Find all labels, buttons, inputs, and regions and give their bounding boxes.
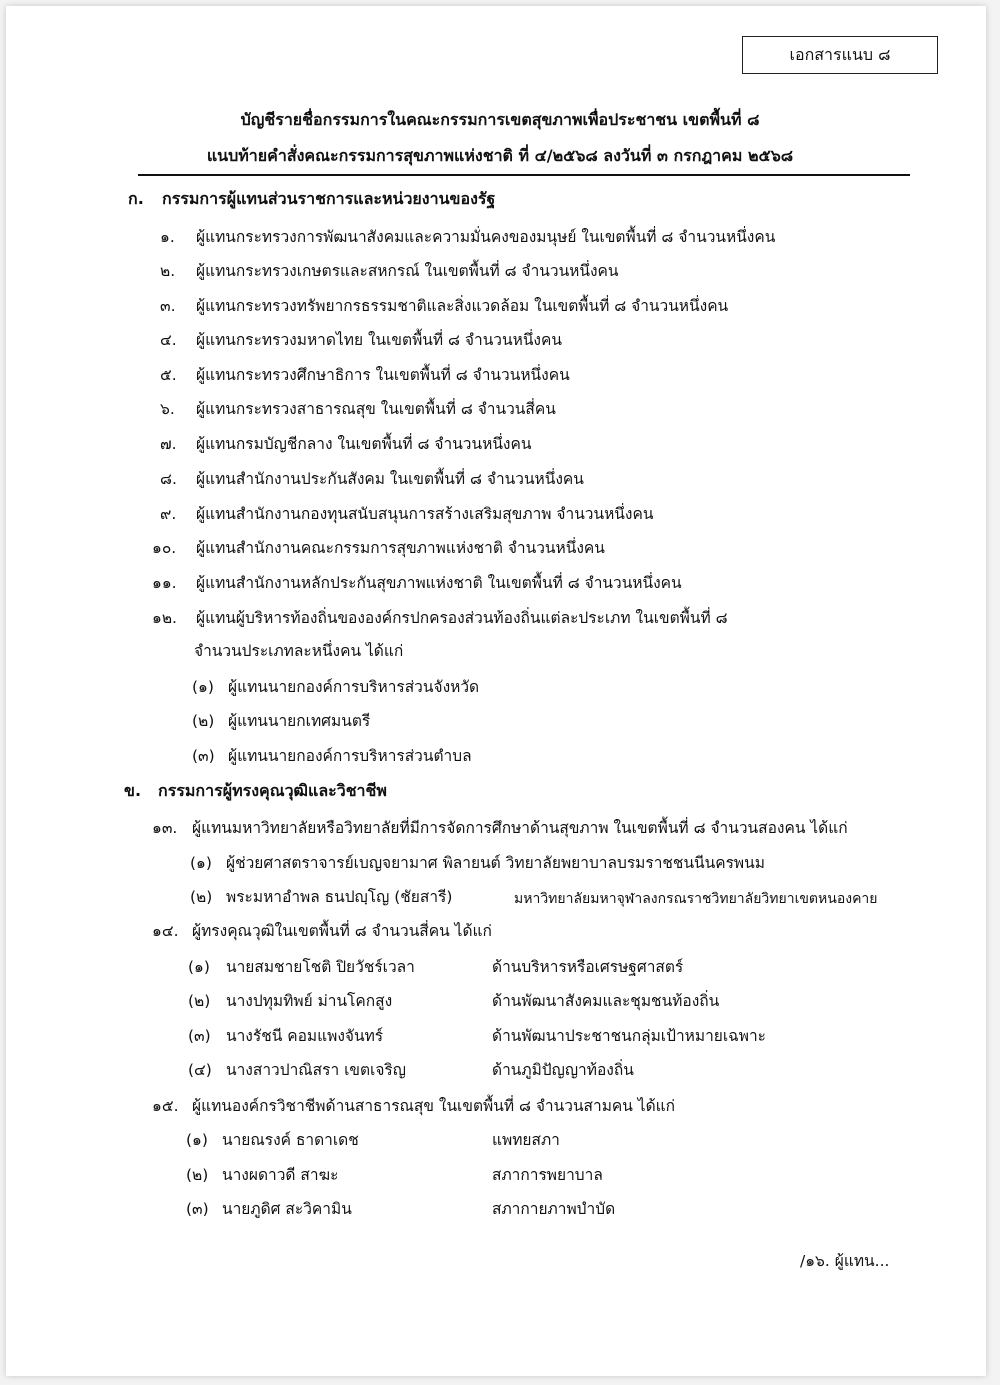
section-a-label: ก. (128, 189, 144, 208)
list-item-number: ๑๔. (152, 922, 179, 940)
list-item-number: ๑๕. (152, 1097, 179, 1115)
list-item-number: ๔. (160, 331, 177, 349)
list-item: ผู้แทนกระทรวงทรัพยากรธรรมชาติและสิ่งแวดล้อม ในเขตพื้นที่ ๘ จำนวนหนึ่งคน (196, 297, 729, 315)
sub-item-number: (๓) (188, 1027, 211, 1045)
list-item: ผู้แทนสำนักงานคณะกรรมการสุขภาพแห่งชาติ จำนวนหนึ่งคน (196, 539, 605, 557)
list-item-continuation: จำนวนประเภทละหนึ่งคน ได้แก่ (194, 642, 404, 660)
list-item: ผู้ทรงคุณวุฒิในเขตพื้นที่ ๘ จำนวนสี่คน ได้แก่ (192, 922, 492, 940)
list-item: ผู้แทนสำนักงานหลักประกันสุขภาพแห่งชาติ ในเขตพื้นที่ ๘ จำนวนหนึ่งคน (196, 574, 682, 592)
section-a-heading: กรรมการผู้แทนส่วนราชการและหน่วยงานของรัฐ (162, 189, 496, 208)
sub-item-number: (๒) (188, 992, 211, 1010)
list-item: ผู้แทนกระทรวงการพัฒนาสังคมและความมั่นคงของมนุษย์ ในเขตพื้นที่ ๘ จำนวนหนึ่งคน (196, 228, 776, 246)
list-item-number: ๕. (160, 366, 177, 384)
list-item-number: ๘. (160, 470, 177, 488)
member-expertise: ด้านบริหารหรือเศรษฐศาสตร์ (492, 958, 684, 976)
document-title: บัญชีรายชื่อกรรมการในคณะกรรมการเขตสุขภาพเพื่อประชาชน เขตพื้นที่ ๘ (240, 110, 760, 129)
list-item: ผู้แทนสำนักงานประกันสังคม ในเขตพื้นที่ ๘ จำนวนหนึ่งคน (196, 470, 584, 488)
member-name: นายณรงค์ ธาดาเดช (222, 1131, 359, 1149)
member-expertise: ด้านพัฒนาประชาชนกลุ่มเป้าหมายเฉพาะ (492, 1027, 766, 1045)
member-name: พระมหาอำพล ธนปญฺโญ (ชัยสารี) (226, 888, 453, 906)
sub-item-number: (๑) (186, 1131, 208, 1149)
list-item-number: ๑๓. (152, 819, 178, 837)
section-b-label: ข. (124, 781, 142, 800)
sub-item: ผู้แทนนายกองค์การบริหารส่วนจังหวัด (228, 678, 480, 696)
member-organization: สภากายภาพบำบัด (492, 1200, 616, 1218)
list-item-number: ๑. (160, 228, 175, 246)
list-item: ผู้แทนกระทรวงศึกษาธิการ ในเขตพื้นที่ ๘ จำนวนหนึ่งคน (196, 366, 570, 384)
list-item: ผู้แทนผู้บริหารท้องถิ่นขององค์กรปกครองส่วนท้องถิ่นแต่ละประเภท ในเขตพื้นที่ ๘ (196, 609, 728, 627)
list-item: ผู้แทนกระทรวงสาธารณสุข ในเขตพื้นที่ ๘ จำนวนสี่คน (196, 400, 556, 418)
sub-item-number: (๒) (192, 712, 215, 730)
list-item-number: ๙. (160, 505, 177, 523)
list-item-number: ๑๒. (152, 609, 177, 627)
member-name: นายภูดิศ สะวิคามิน (222, 1200, 352, 1218)
member-name: ผู้ช่วยศาสตราจารย์เบญจยามาศ พิลายนต์ วิทยาลัยพยาบาลบรมราชชนนีนครพนม (226, 854, 765, 872)
list-item: ผู้แทนกรมบัญชีกลาง ในเขตพื้นที่ ๘ จำนวนหนึ่งคน (196, 435, 532, 453)
section-b-heading: กรรมการผู้ทรงคุณวุฒิและวิชาชีพ (158, 781, 387, 800)
sub-item-number: (๑) (192, 678, 214, 696)
continuation-note: /๑๖. ผู้แทน... (800, 1252, 890, 1270)
sub-item: ผู้แทนนายกองค์การบริหารส่วนตำบล (228, 747, 472, 765)
sub-item-number: (๑) (188, 958, 210, 976)
member-organization: แพทยสภา (492, 1131, 560, 1149)
sub-item: ผู้แทนนายกเทศมนตรี (228, 712, 371, 730)
member-organization: สภาการพยาบาล (492, 1166, 603, 1184)
list-item-number: ๒. (160, 262, 176, 280)
member-name: นางรัชนี คอมแพงจันทร์ (226, 1027, 384, 1045)
sub-item-number: (๒) (190, 888, 213, 906)
member-affiliation: มหาวิทยาลัยมหาจุฬาลงกรณราชวิทยาลัยวิทยาเขตหนองคาย (514, 891, 878, 907)
member-expertise: ด้านพัฒนาสังคมและชุมชนท้องถิ่น (492, 992, 720, 1010)
title-divider (138, 174, 910, 176)
list-item-number: ๑๐. (152, 539, 177, 557)
document-subtitle: แนบท้ายคำสั่งคณะกรรมการสุขภาพแห่งชาติ ที่ ๔/๒๕๖๘ ลงวันที่ ๓ กรกฎาคม ๒๕๖๘ (206, 146, 794, 165)
list-item: ผู้แทนกระทรวงเกษตรและสหกรณ์ ในเขตพื้นที่ ๘ จำนวนหนึ่งคน (196, 262, 619, 280)
attachment-label: เอกสารแนบ ๘ (742, 36, 938, 74)
member-name: นายสมชายโชติ ปิยวัชร์เวลา (226, 958, 415, 976)
list-item: ผู้แทนมหาวิทยาลัยหรือวิทยาลัยที่มีการจัดการศึกษาด้านสุขภาพ ในเขตพื้นที่ ๘ จำนวนสองคน ได้แก่ (192, 819, 848, 837)
member-expertise: ด้านภูมิปัญญาท้องถิ่น (492, 1061, 634, 1079)
list-item: ผู้แทนกระทรวงมหาดไทย ในเขตพื้นที่ ๘ จำนวนหนึ่งคน (196, 331, 562, 349)
list-item-number: ๗. (160, 435, 177, 453)
member-name: นางผดาวดี สาฆะ (222, 1166, 339, 1184)
sub-item-number: (๓) (192, 747, 215, 765)
sub-item-number: (๔) (188, 1061, 212, 1079)
sub-item-number: (๓) (186, 1200, 209, 1218)
list-item: ผู้แทนองค์กรวิชาชีพด้านสาธารณสุข ในเขตพื้นที่ ๘ จำนวนสามคน ได้แก่ (192, 1097, 676, 1115)
sub-item-number: (๑) (190, 854, 212, 872)
member-name: นางสาวปาณิสรา เขตเจริญ (226, 1061, 406, 1079)
sub-item-number: (๒) (186, 1166, 209, 1184)
member-name: นางปทุมทิพย์ ม่านโคกสูง (226, 992, 393, 1010)
list-item-number: ๓. (160, 297, 176, 315)
list-item: ผู้แทนสำนักงานกองทุนสนับสนุนการสร้างเสริมสุขภาพ จำนวนหนึ่งคน (196, 505, 654, 523)
list-item-number: ๖. (160, 400, 175, 418)
list-item-number: ๑๑. (152, 574, 177, 592)
